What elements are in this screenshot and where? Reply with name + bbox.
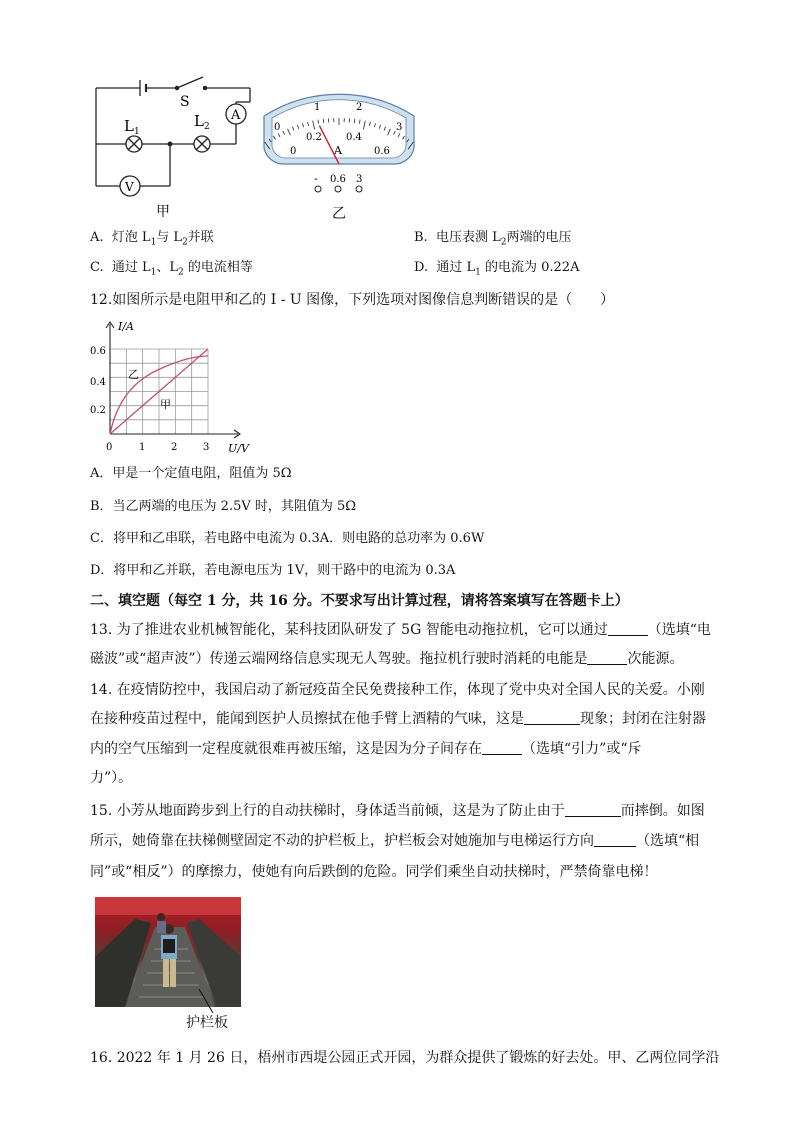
y-tick-0.4: 0.4 [90,377,106,388]
q11-option-a: A. 灯泡 $L_1$与 $L_2$并联 [90,230,214,248]
photo-caption: 护栏板 [186,1015,228,1031]
terminal-neg: - [314,172,318,185]
terminal-0-6: 0.6 [330,174,346,185]
circuit-diagram [88,74,258,224]
y-tick-0.6: 0.6 [90,346,106,357]
q11-option-c: C. 通过 $L_1$、$L_2$ 的电流相等 [90,260,253,278]
ammeter-dial [258,86,420,222]
q12-option-c: C．将甲和乙串联，若电路中电流为 0.3A．则电路的总功率为 0.6W [90,531,485,546]
meter-unit: A [334,144,342,157]
q16-line1: 16. 2022 年 1 月 26 日，梧州市西堤公园正式开园，为群众提供了锻炼的好去处。甲、乙两位同学沿 [90,1050,720,1066]
dial-tick [323,119,324,123]
q12-option-b: B．当乙两端的电压为 2.5V 时，其阻值为 5Ω [90,499,357,514]
upper-scale-0: 0 [274,122,281,133]
lower-scale-0: 0 [290,146,297,157]
q12-option-a: A．甲是一个定值电阻，阻值为 5Ω [90,466,292,481]
q14-line1: 14. 在疫情防控中，我国启动了新冠疫苗全民免费接种工作，体现了党中央对全国人民的关爱。小刚 [90,682,705,698]
q15-blank-1[interactable] [565,802,621,817]
circuit-caption: 甲 [156,204,170,220]
q13-line1: 13. 为了推进农业机械智能化，某科技团队研发了 5G 智能电动拖拉机，它可以通过 （选填“电 [90,622,711,638]
upper-scale-2: 2 [356,102,363,113]
voltmeter-symbol-label: V [125,180,134,194]
q15-line3: 同”或“相反”）的摩擦力，使她有向后跌倒的危险。同学们乘坐自动扶梯时，严禁倚靠电梯！ [90,864,658,880]
x-axis-label: U/V [228,442,249,455]
curve-label-jia: 甲 [160,398,171,411]
lower-scale-2: 0.4 [346,132,362,143]
q15-line1: 15. 小芳从地面跨步到上行的自动扶梯时，身体适当前倾，这是为了防止由于 而摔倒。如图 [90,803,705,819]
q12-stem: 12.如图所示是电阻甲和乙的 I - U 图像，下列选项对图像信息判断错误的是（ ） [90,292,615,308]
q11-option-b: B. 电压表测 $L_2$两端的电压 [414,230,572,248]
dial-tick [354,119,355,123]
switch-label: S [180,94,190,110]
q14-blank-1[interactable] [524,710,580,725]
q14-blank-2[interactable] [482,740,522,755]
q13-line2: 磁波”或“超声波”）传递云端网络信息实现无人驾驶。拖拉机行驶时消耗的电能是 次能源。 [90,651,684,667]
lamp2-label: $L_2$ [194,112,210,132]
y-tick-0.2: 0.2 [90,405,106,416]
q13-blank-2[interactable] [587,650,627,665]
q13-blank-1[interactable] [608,621,648,636]
q11-option-d: D. 通过 $L_1$ 的电流为 0.22A [414,260,580,278]
meter-caption: 乙 [332,206,346,222]
curve-label-yi: 乙 [128,368,139,381]
lower-scale-1: 0.2 [306,132,322,143]
iu-graph [88,316,258,460]
q15-line2: 所示，她倚靠在扶梯侧壁固定不动的护栏板上，护栏板会对她施加与电梯运行方向 （选填“相 [90,833,700,849]
upper-scale-3: 3 [396,122,403,133]
upper-scale-1: 1 [314,102,321,113]
section-2-heading: 二、填空题（每空 1 分，共 16 分。不要求写出计算过程，请将答案填写在答题卡上） [90,593,629,609]
q15-blank-2[interactable] [594,832,636,847]
y-axis-label: I/A [118,320,134,333]
lamp1-label: $L_1$ [124,117,140,137]
q14-line2: 在接种疫苗过程中，能闻到医护人员擦拭在他手臂上酒精的气味，这是 现象；封闭在注射器 [90,711,706,727]
q12-option-d: D．将甲和乙并联，若电源电压为 1V，则干路中的电流为 0.3A [90,563,456,578]
x-tick-3: 3 [203,442,210,453]
q14-line3: 内的空气压缩到一定程度就很难再被压缩，这是因为分子间存在 （选填“引力”或“斥 [90,741,642,757]
x-tick-1: 1 [139,442,146,453]
ammeter-symbol-label: A [231,108,241,123]
q14-line4: 力”）。 [90,770,133,786]
x-tick-0: 0 [106,442,113,453]
lower-scale-3: 0.6 [374,146,390,157]
x-tick-2: 2 [171,442,178,453]
terminal-3: 3 [356,174,363,185]
